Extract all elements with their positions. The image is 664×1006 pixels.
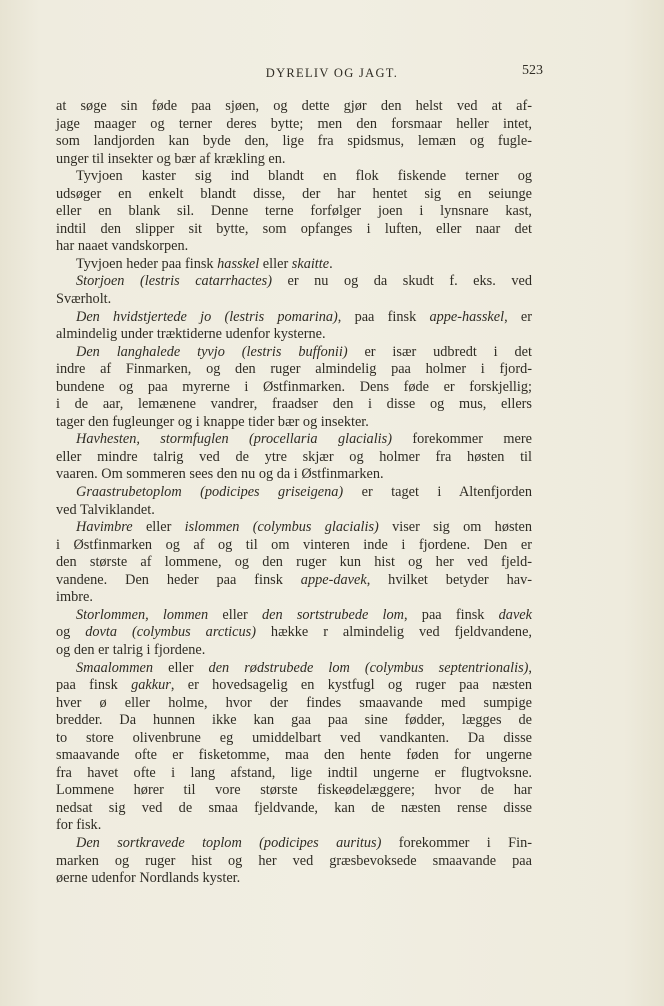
text-segment: .: [329, 255, 333, 272]
text-line: [56, 502, 532, 520]
text-segment: eller: [259, 255, 292, 272]
text-segment: forekommer i Fin-: [381, 834, 532, 851]
text-segment: unger til insekter og bær af krækling en.: [56, 150, 286, 167]
text-segment: for fisk.: [56, 817, 102, 834]
text-segment: Tyvjoen heder paa finsk: [76, 255, 218, 272]
text-segment: , hvilket betyder hav-: [366, 571, 532, 588]
text-line: [56, 782, 532, 800]
text-segment: indtil den slipper sit bytte, som opfanges i luften, eller naar det: [56, 220, 532, 237]
text-line: [56, 449, 532, 467]
text-segment: udsøger en enkelt blandt disse, der har hentet sig en seiunge: [56, 185, 532, 202]
text-line: [56, 870, 532, 888]
italic-term: Smaalommen: [76, 659, 154, 676]
page-header: [0, 63, 664, 86]
text-line: [56, 256, 532, 274]
text-line: [56, 396, 532, 414]
text-line: [56, 98, 532, 116]
text-line: [56, 291, 532, 309]
text-segment: er især udbredt i det: [347, 343, 532, 360]
text-segment: tager den fugleunger og i knappe tider bær og insekter.: [56, 413, 369, 430]
italic-term: Storjoen (lestris catarrhactes): [76, 273, 272, 290]
text-line: [56, 642, 532, 660]
text-line: [56, 431, 532, 449]
text-line: [56, 519, 532, 537]
text-segment: og den er talrig i fjordene.: [56, 641, 206, 658]
text-line: [56, 835, 532, 853]
italic-term: Den langhalede tyvjo (lestris buffonii): [76, 343, 348, 360]
text-segment: øerne udenfor Nordlands kyster.: [56, 870, 241, 887]
italic-term: islommen (colymbus glacialis): [184, 519, 379, 536]
italic-term: Havimbre: [76, 519, 133, 536]
text-segment: jage maager og terner deres bytte; men den forsmaar heller intet,: [56, 115, 532, 132]
italic-term: den rødstrubede lom (colymbus septentrionalis): [208, 659, 529, 676]
text-line: [56, 273, 532, 291]
text-segment: viser sig om høsten: [378, 519, 533, 536]
text-segment: ved Talviklandet.: [56, 501, 155, 518]
text-line: [56, 589, 532, 607]
text-line: [56, 361, 532, 379]
text-line: [56, 414, 532, 432]
text-segment: ,: [528, 659, 532, 676]
text-segment: , er hovedsagelig en kystfugl og ruger paa næsten: [170, 677, 532, 694]
text-line: [56, 537, 532, 555]
text-segment: smaavande ofte er fisketomme, maa den hente føden for ungerne: [56, 747, 532, 764]
text-line: [56, 853, 532, 871]
text-segment: indre af Finmarken, og den ruger almindelig paa holmer i fjord-: [56, 361, 532, 378]
text-segment: forekommer mere: [391, 431, 532, 448]
text-line: [56, 133, 532, 151]
italic-term: davek: [498, 606, 532, 623]
text-line: [56, 695, 532, 713]
text-segment: Tyvjoen kaster sig ind blandt en flok fiskende terner og: [76, 168, 532, 185]
text-line: [56, 747, 532, 765]
text-line: [56, 800, 532, 818]
text-segment: den største af lommene, og den ruger kun hist og her ved fjeld-: [56, 554, 532, 571]
text-segment: hver ø eller holme, hvor der findes smaavande med sumpige: [56, 694, 532, 711]
body-text: [56, 98, 532, 888]
italic-term: skaitte: [291, 255, 330, 272]
text-line: [56, 624, 532, 642]
italic-term: appe-hasskel: [429, 308, 505, 325]
text-segment: er nu og da skudt f. eks. ved: [271, 273, 532, 290]
italic-term: Den sortkravede toplom (podicipes auritus): [76, 834, 382, 851]
text-line: [56, 151, 532, 169]
text-segment: i de aar, lemænene vandrer, fraadser den i disse og mus, ellers: [56, 396, 532, 413]
text-segment: har naaet vandskorpen.: [56, 238, 189, 255]
text-line: [56, 186, 532, 204]
text-line: [56, 379, 532, 397]
italic-term: Havhesten, stormfuglen (procellaria glacialis): [76, 431, 392, 448]
text-line: [56, 765, 532, 783]
text-segment: eller mindre talrig ved de ytre skjær og holmer fra høsten til: [56, 448, 532, 465]
text-line: [56, 168, 532, 186]
text-line: [56, 572, 532, 590]
italic-term: dovta (colymbus arcticus): [85, 624, 256, 641]
text-line: [56, 309, 532, 327]
page-number: 523: [522, 63, 543, 78]
text-segment: nedsat sig ved de smaa fjeldvande, kan de næsten rense disse: [56, 799, 532, 816]
text-segment: hække r almindelig ved fjeldvandene,: [255, 624, 532, 641]
italic-term: Storlommen, lommen: [76, 606, 209, 623]
text-segment: eller: [153, 659, 209, 676]
text-segment: almindelig under træktiderne udenfor kysterne.: [56, 326, 326, 343]
text-segment: Lommene hører til vore største fiskeødelæggere; hvor de har: [56, 782, 532, 799]
running-title: DYRELIV OG JAGT.: [265, 66, 399, 80]
text-segment: bredder. Da hunnen ikke kan gaa paa sine fødder, lægges de: [56, 712, 532, 729]
text-line: [56, 817, 532, 835]
text-segment: , paa finsk: [337, 308, 430, 325]
text-line: [56, 554, 532, 572]
italic-term: Den hvidstjertede jo (lestris pomarina): [76, 308, 338, 325]
text-segment: fra havet ofte i lang afstand, lige indtil ungerne er flugtvoksne.: [56, 764, 532, 781]
text-line: [56, 238, 532, 256]
italic-term: den sortstrubede lom: [261, 606, 404, 623]
text-line: [56, 607, 532, 625]
text-segment: paa finsk: [56, 677, 132, 694]
italic-term: hasskel: [217, 255, 260, 272]
text-line: [56, 221, 532, 239]
text-line: [56, 484, 532, 502]
text-line: [56, 712, 532, 730]
text-segment: i Østfinmarken og af og til om vinteren inde i fjordene. Den er: [56, 536, 532, 553]
text-segment: som landjorden kan byde den, lige fra spidsmus, lemæn og fugle-: [56, 133, 532, 150]
text-segment: eller: [132, 519, 185, 536]
text-segment: Sværholt.: [56, 291, 112, 308]
italic-term: appe-davek: [300, 571, 367, 588]
text-segment: marken og ruger hist og her ved græsbevoksede smaavande paa: [56, 852, 532, 869]
text-line: [56, 326, 532, 344]
text-line: [56, 466, 532, 484]
text-line: [56, 344, 532, 362]
text-segment: vaaren. Om sommeren sees den nu og da i Østfinmarken.: [56, 466, 384, 483]
text-segment: , er: [504, 308, 532, 325]
text-segment: er taget i Altenfjorden: [343, 484, 532, 501]
text-line: [56, 203, 532, 221]
text-line: [56, 677, 532, 695]
text-line: [56, 730, 532, 748]
text-segment: og: [56, 624, 86, 641]
text-segment: to store olivenbrune eg umiddelbart ved vandkanten. Da disse: [56, 729, 532, 746]
text-line: [56, 116, 532, 134]
italic-term: Graastrubetoplom (podicipes griseigena): [76, 484, 344, 501]
text-segment: , paa finsk: [404, 606, 499, 623]
text-segment: eller en blank sil. Denne terne forfølger joen i lynsnare kast,: [56, 203, 532, 220]
text-segment: at søge sin føde paa sjøen, og dette gjør den helst ved at af-: [56, 98, 532, 114]
text-segment: imbre.: [56, 589, 93, 606]
italic-term: gakkur: [131, 677, 171, 694]
text-segment: bundene og paa myrerne i Østfinmarken. Dens føde er forskjellig;: [56, 378, 532, 395]
text-segment: eller: [208, 606, 262, 623]
text-line: [56, 660, 532, 678]
text-segment: vandene. Den heder paa finsk: [56, 571, 301, 588]
